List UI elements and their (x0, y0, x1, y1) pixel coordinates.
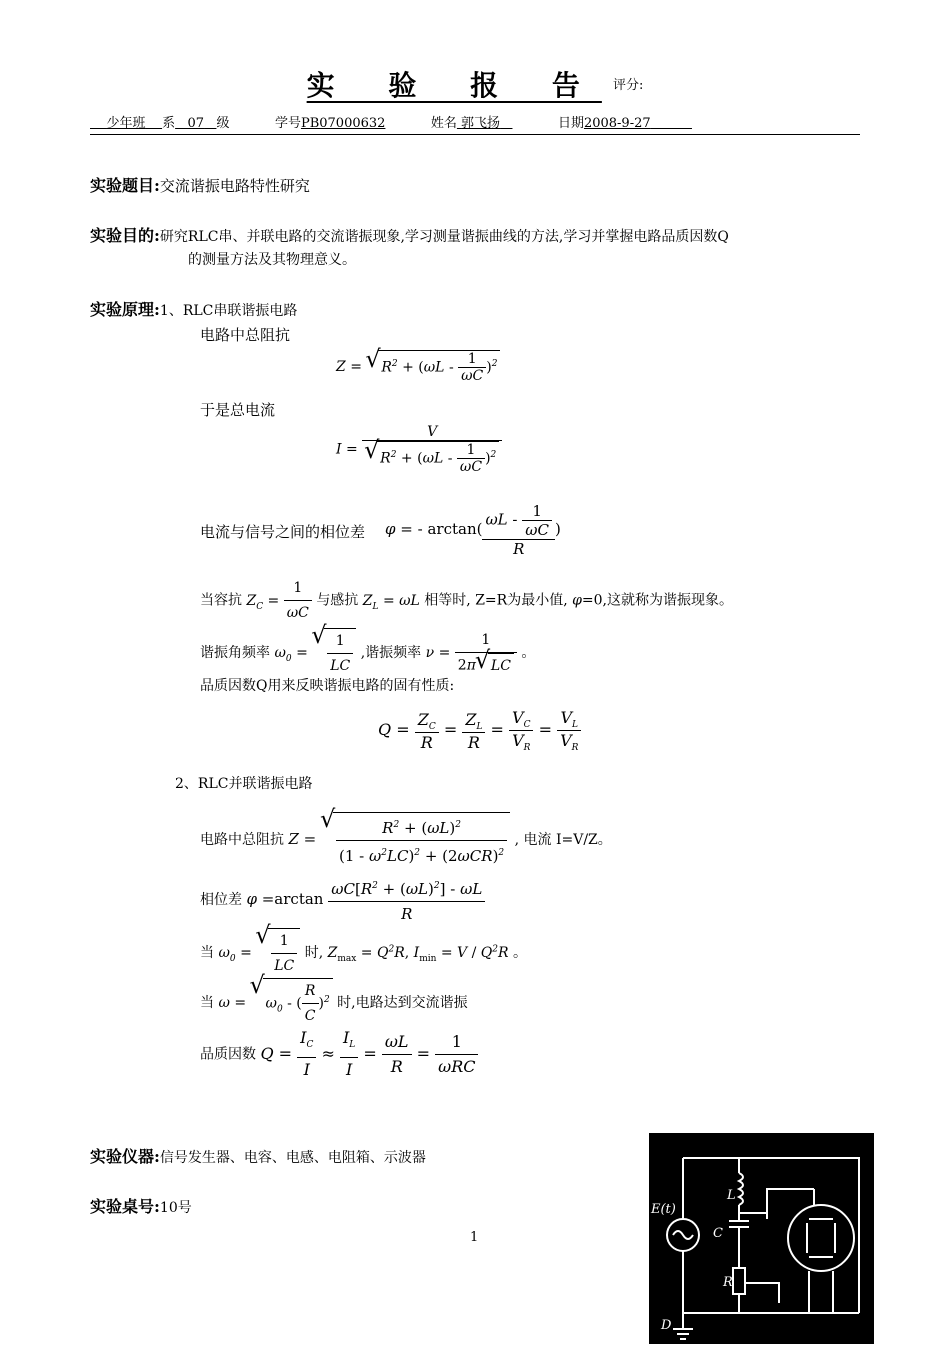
topic-label: 实验题目: (90, 176, 160, 195)
series-impedance-formula: Z = √ $R^2 + (\omega L$ - $\frac{1}{\omega C}$ )$^2$ (336, 350, 500, 384)
source-label: E(t) (651, 1202, 676, 1217)
purpose-line2: 的测量方法及其物理意义。 (188, 252, 356, 268)
principle-row (90, 298, 297, 323)
score-label: 评分: (612, 78, 644, 93)
capacitor-symbol (729, 1221, 749, 1227)
date-label: 日期 (557, 116, 584, 131)
header-rule (90, 134, 860, 135)
desk-row (90, 1195, 192, 1220)
desk-label: 实验桌号: (90, 1197, 160, 1216)
series-impedance-text: 电路中总阻抗 (200, 326, 291, 344)
capacitor-label: C (713, 1226, 723, 1241)
desk-number: 10号 (159, 1200, 192, 1216)
circuit-diagram (649, 1133, 874, 1344)
class-name: 少年班 (106, 116, 146, 131)
resistor-symbol (733, 1268, 745, 1294)
name-label: 姓名 (430, 116, 457, 131)
report-title: 实 验 报 告 (306, 69, 602, 102)
page-number: 1 (470, 1230, 479, 1245)
resonance-condition: 当容抗 $Z_C$ = $\frac{1}{\omega C}$ 与感抗 $Z_L = \omega L$ 相等时, Z=R为最小值, φ=0,这就称为谐振现象。 (200, 576, 733, 625)
resonance-frequency: 谐振角频率 $\omega_0$ = √ $\frac{1}{LC}$ ,谐振频率 ν = $\frac{1}{2\pi√ LC}$ 。 (200, 628, 535, 678)
parallel-impedance: 电路中总阻抗 Z = √ $\frac{R^2 + (\omega L)^2}{(1 - \omega^2LC)^2 + (2\omega CR)^2}$ , 电流 I=V/Z。 (200, 812, 612, 868)
series-current-formula: I = V √ $R^2 + (\omega L$ - $\frac{1}{\omega C}$ )$^2$ (336, 424, 502, 475)
inductor-symbol (739, 1173, 743, 1205)
instrument-list: 信号发生器、电容、电感、电阻箱、示波器 (159, 1150, 426, 1166)
circuit-svg (649, 1133, 874, 1344)
purpose-label: 实验目的: (90, 226, 160, 245)
parallel-q-factor: 品质因数 Q = $\frac{I_C}{I}$ ≈ $\frac{I_L}{I}$ = $\frac{\omega L}{R}$ = $\frac{1}{\text{ωRC}}$ (200, 1026, 478, 1082)
parallel-resonance-reach: 当 ω = √ $\omega_0$ - ( $\frac{R}{C}$ )$^2$ 时,电路达到交流谐振 (200, 978, 468, 1028)
purpose-line1: 研究RLC串、并联电路的交流谐振现象,学习测量谐振曲线的方法,学习并掌握电路品质因数Q (159, 229, 729, 245)
phase-formula: φ = - arctan( ωL - $\frac{1}{\omega C}$ R ) (385, 502, 561, 558)
ground-symbol (673, 1313, 693, 1339)
parallel-title: 2、RLC并联谐振电路 (175, 776, 313, 792)
phase-text: 电流与信号之间的相位差 (200, 523, 366, 541)
parallel-resonance-max: 当 $\omega_0$ = √ $\frac{1}{LC}$ 时, $Z_{max} = Q^2R$, $I_{min} = V / Q^2R$ 。 (200, 928, 527, 978)
grade-label: 级 (216, 116, 230, 131)
inductor-label: L (727, 1188, 736, 1203)
resistor-label: R (723, 1275, 733, 1290)
parallel-phase: 相位差 φ =arctan $\frac{\omega C[R^2 + (\omega L)^2] - \omega L}{R}$ (200, 874, 485, 926)
dept-label: 系 (162, 116, 176, 131)
principle-label: 实验原理: (90, 300, 160, 319)
topic-text: 交流谐振电路特性研究 (159, 177, 310, 195)
ground-label: D (661, 1318, 672, 1333)
series-current-text: 于是总电流 (200, 401, 276, 419)
topic-row (90, 174, 310, 198)
student-id: PB07000632 (300, 116, 386, 131)
grade: 07 (187, 116, 205, 131)
report-date: 2008-9-27 (583, 116, 651, 131)
student-id-label: 学号 (274, 116, 301, 131)
instrument-label: 实验仪器: (90, 1147, 160, 1166)
student-name: 郭飞扬 (461, 116, 501, 131)
student-info-line (90, 112, 860, 131)
instrument-row (90, 1145, 426, 1170)
oscilloscope-symbol (788, 1205, 854, 1271)
report-title-block (0, 64, 950, 104)
q-factor-formula: Q = $\frac{Z_C}{R}$ = $\frac{Z_L}{R}$ = $\frac{V_C}{V_R}$ = $\frac{V_L}{V_R}$ (378, 708, 581, 753)
q-factor-text: 品质因数Q用来反映谐振电路的固有性质: (200, 678, 455, 694)
purpose-row (90, 224, 870, 249)
series-title: 1、RLC串联谐振电路 (159, 303, 298, 319)
